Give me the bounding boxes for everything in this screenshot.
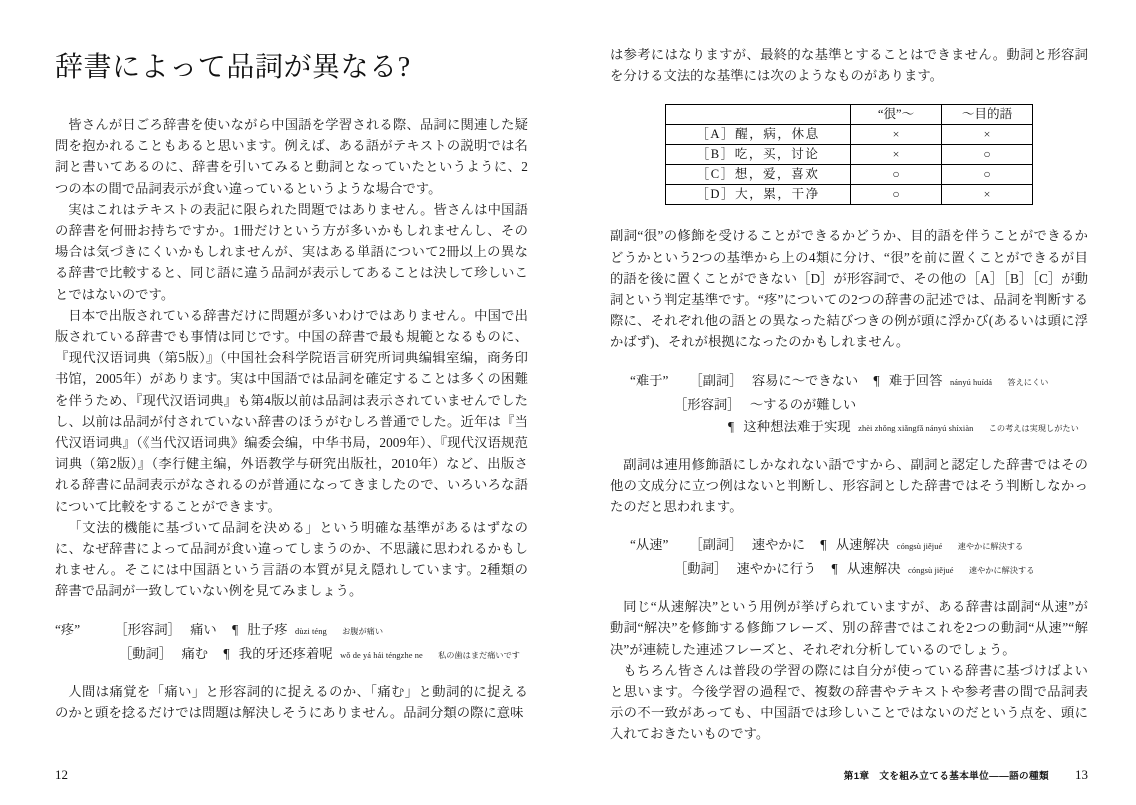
paragraph-closing: 人間は痛覚を「痛い」と形容詞的に捉えるのか、「痛む」と動詞的に捉えるのかと頭を捻るだけでは問題は解決しそうにありません。品詞分類の際に意味	[55, 683, 528, 720]
part-of-speech-label: ［副詞］	[689, 537, 743, 553]
dictionary-entry-line	[610, 416, 1088, 440]
spacer	[55, 85, 528, 105]
spacer	[610, 205, 1088, 225]
paragraph-4: 「文法的機能に基づいて品詞を決める」という明確な基準があるはずなのに、なぜ辞書によって品詞が食い違ってしまうのか、不思議に思われるかもしれません。そこには中国語という言語の本質が見え隠れしています。2種類の辞書で品詞が一致していない例を見てみましょう。	[55, 519, 528, 599]
example-chinese: 从速解决	[846, 561, 901, 577]
example-chinese: 难于回答	[888, 372, 943, 388]
example-chinese: 从速解决	[835, 537, 890, 553]
table-row-label: ［D］大，累，干净	[666, 185, 851, 205]
table-cell-value: ○	[851, 185, 942, 205]
pilcrow-icon: ¶	[728, 418, 735, 434]
dictionary-entry-line	[55, 643, 528, 667]
page-number-right: 13	[1075, 767, 1088, 782]
right-page	[568, 0, 1136, 805]
paragraph-middle: 副詞は連用修飾語にしかなれない語ですから、副詞と認定した辞書ではその他の文成分に立つ例はないと判断し、形容詞とした辞書ではそう判断しなかったのだと思われます。	[610, 456, 1088, 515]
example-japanese-translation: 速やかに解決する	[968, 566, 1035, 576]
table-row	[666, 125, 1033, 145]
example-pinyin: nányú huídá	[949, 377, 993, 387]
dictionary-entry-line	[55, 619, 528, 643]
table-header-cell-hen: “很”〜	[851, 105, 942, 125]
part-of-speech-label: ［副詞］	[689, 372, 743, 388]
japanese-gloss: 痛い	[190, 621, 217, 637]
part-of-speech-label: ［形容詞］	[114, 621, 181, 637]
example-pinyin: zhèi zhǒng xiǎngfǎ nányú shíxiàn	[858, 423, 974, 433]
example-chinese: 我的牙还疼着呢	[238, 645, 333, 661]
table-row-label: ［B］吃，买，讨论	[666, 145, 851, 165]
page-title: 辞書によって品詞が異なる?	[55, 52, 411, 83]
spacer	[55, 105, 528, 114]
table-body	[666, 125, 1033, 205]
table-cell-value: ×	[851, 125, 942, 145]
grammar-criteria-table	[665, 104, 1033, 205]
paragraph-criteria: 副詞“很”の修飾を受けることができるかどうか、目的語を伴うことができるかどうかという2つの基準から上の4類に分け、“很”を前に置くことができるが目的語を後に置くことができない［D］が形容詞で、その他の［A］［B］［C］が動詞という判定基準です。“疼”についての2つの辞書の記述では、品詞を判断する際に、それぞれ他の語との異なった結びつきの例が頭に浮かび(あるいは頭に浮かばず)、それが根拠になったのかもしれません。	[610, 228, 1088, 350]
table-row-label: ［C］想，爱，喜欢	[666, 165, 851, 185]
dictionary-entry-line	[610, 370, 1088, 394]
pilcrow-icon: ¶	[873, 372, 880, 388]
part-of-speech-label: ［形容詞］	[674, 396, 741, 412]
footer-chapter-title: 第1章 文を組み立てる基本単位——語の種類	[843, 771, 1049, 782]
dictionary-entry-line	[610, 394, 1088, 416]
spacer	[610, 582, 1088, 596]
dictionary-headword: “难于”	[630, 372, 669, 388]
paragraph-opening: は参考にはなりますが、最終的な基準とすることはできません。動詞と形容詞を分ける文法的な基準には次のようなものがあります。	[610, 47, 1088, 84]
dictionary-headword: “从速”	[630, 537, 669, 553]
example-japanese-translation: 速やかに解決する	[957, 542, 1024, 552]
dictionary-entry-nanyu	[610, 370, 1088, 440]
grammar-table-container	[610, 104, 1088, 205]
table-header-cell-blank	[666, 105, 851, 125]
paragraph-3: 日本で出版されている辞書だけに問題が多いわけではありません。中国で出版されている辞書でも事情は同じです。中国の辞書で最も規範となるものに、『现代汉语词典（第5版）』（中国社会科学院语言研究所词典编辑室编，商务印书馆，2005年）があります。実は中国語では品詞を確定することは多くの困難を伴うため、『现代汉语词典』も第4版以前は品詞は表示されていませんでしたし、以前は品詞が付されていない辞書のほうがむしろ普通でした。近年は『当代汉语词典』（《当代汉语词典》编委会编，中华书局，2009年）、『现代汉语规范词典（第2版）』（李行健主编，外语教学与研究出版社，2010年）など、出版される辞書に品詞表示がなされるのが普通になってきましたので、いろいろな語について比較をすることができます。	[55, 307, 528, 514]
japanese-gloss: 速やかに	[751, 537, 806, 553]
table-cell-value: ×	[942, 185, 1033, 205]
spacer	[610, 440, 1088, 454]
example-pinyin: cóngsù jiějué	[896, 542, 943, 552]
spacer	[55, 667, 528, 681]
pilcrow-icon: ¶	[831, 561, 838, 577]
table-header-row	[666, 105, 1033, 125]
example-pinyin: wǒ de yá hái téngzhe ne	[340, 650, 423, 660]
dictionary-entry-line	[610, 534, 1088, 558]
japanese-gloss: 容易に〜できない	[751, 372, 859, 388]
part-of-speech-label: ［動詞］	[674, 561, 728, 577]
example-japanese-translation: 私の歯はまだ痛いです	[438, 650, 520, 660]
japanese-gloss: 〜するのが難しい	[749, 396, 857, 412]
part-of-speech-label: ［動詞］	[119, 645, 173, 661]
paragraph-closing-2: もちろん皆さんは普段の学習の際には自分が使っている辞書に基づけばよいと思います。今後学習の過程で、複数の辞書やテキストや参考書の間で品詞表示の不一致があっても、中国語では珍しいことではないのだという点を、頭に入れておきたいものです。	[610, 662, 1088, 742]
japanese-gloss: 速やかに行う	[736, 561, 817, 577]
paragraph-closing-1: 同じ“从速解决”という用例が挙げられていますが、ある辞書は副詞“从速”が動詞“解决”を修飾する修飾フレーズ、別の辞書ではこれを2つの動詞“从速”“解决”が連続した連述フレーズと、それぞれ分析しているのでしょう。	[610, 599, 1088, 657]
table-header-cell-object: 〜目的語	[942, 105, 1033, 125]
example-pinyin: cóngsù jiějué	[908, 566, 954, 576]
dictionary-entry-teng	[55, 619, 528, 667]
example-japanese-translation: 答えにくい	[1007, 377, 1049, 387]
pilcrow-icon: ¶	[820, 537, 827, 553]
dictionary-entry-congsu	[610, 534, 1088, 582]
table-cell-value: ×	[851, 145, 942, 165]
japanese-gloss: 痛む	[181, 645, 209, 661]
dictionary-entry-line	[610, 558, 1088, 582]
paragraph-2: 実はこれはテキストの表記に限られた問題ではありません。皆さんは中国語の辞書を何冊お持ちですか。1冊だけという方が多いかもしれませんし、その場合は気づきにくいかもしれませんが、実はある単語について2冊以上の異なる辞書で比較すると、同じ語に違う品詞が表示してあることは決して珍しいことではないのです。	[55, 201, 528, 302]
table-row-label: ［A］醒，病，休息	[666, 125, 851, 145]
table-cell-value: ○	[851, 165, 942, 185]
example-japanese-translation: この考えは実現しがたい	[988, 423, 1079, 433]
table-cell-value: ○	[942, 165, 1033, 185]
pilcrow-icon: ¶	[223, 645, 230, 661]
paragraph-1: 皆さんが日ごろ辞書を使いながら中国語を学習される際、品詞に関連した疑問を抱かれることもあると思います。例えば、ある語がテキストの説明では名詞と書いてあるのに、辞書を引いてみると動詞となっていたというように、2つの本の間で品詞表示が食い違っているというような場合です。	[55, 117, 528, 196]
table-row	[666, 185, 1033, 205]
pilcrow-icon: ¶	[232, 621, 239, 637]
example-pinyin: dùzi téng	[295, 626, 327, 636]
table-row	[666, 145, 1033, 165]
example-chinese: 肚子疼	[247, 621, 288, 637]
dictionary-headword: “疼”	[55, 621, 81, 637]
example-japanese-translation: お腹が痛い	[342, 626, 384, 636]
table-head	[666, 105, 1033, 125]
page-footer-right	[844, 767, 1088, 783]
page-number-left: 12	[55, 767, 68, 782]
example-chinese: 这种想法难于实现	[743, 418, 851, 434]
table-cell-value: ×	[942, 125, 1033, 145]
table-cell-value: ○	[942, 145, 1033, 165]
table-row	[666, 165, 1033, 185]
